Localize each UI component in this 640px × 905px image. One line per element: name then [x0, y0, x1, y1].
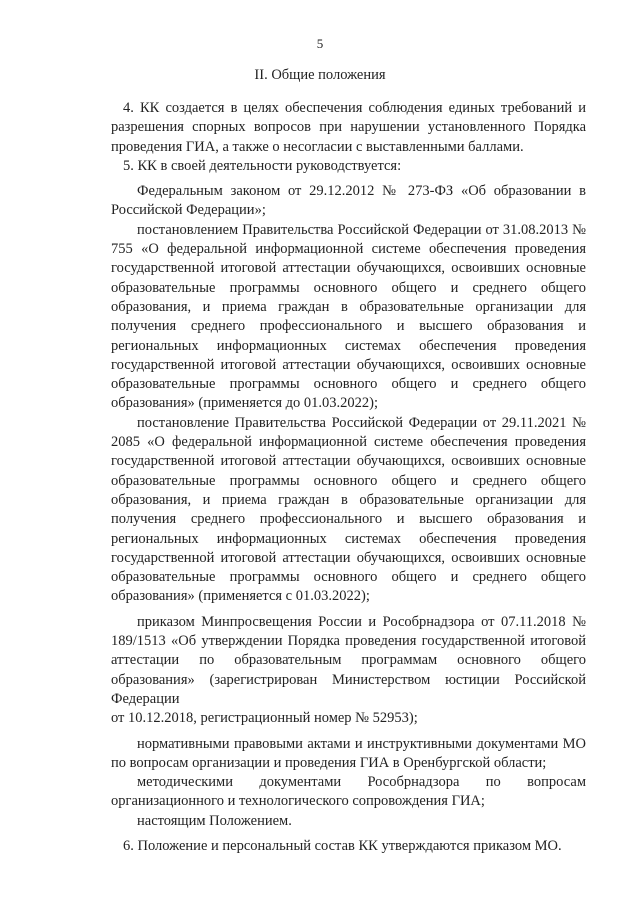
list-item-resolution-2085: постановление Правительства Российской Федерации от 29.11.2021 № 2085 «О федеральной информационной системе обеспечения проведения государственной итоговой аттестации обучающихся, освоивших основные образовательные программы основного общего и среднего общего образования, и приема граждан в образовательные организации для получения среднего профессионального и высшего образования и региональных информационных системах обеспечения проведения государственной итоговой аттестации обучающихся, освоивших основные образовательные программы основного общего и среднего общего образования» (применяется с 01.03.2022); [111, 414, 586, 605]
paragraph-6: 6. Положение и персональный состав КК утверждаются приказом МО. [123, 837, 562, 854]
paragraph-5: 5. КК в своей деятельности руководствуется: [123, 157, 402, 174]
section-heading: II. Общие положения [254, 67, 386, 83]
page-number: 5 [316, 36, 324, 51]
list-item-methodical-docs: методическими документами Рособрнадзора по вопросам организационного и технологического сопровождения ГИА; [111, 774, 586, 810]
list-item-normative-acts: нормативными правовыми актами и инструктивными документами МО по вопросам организации и проведения ГИА в Оренбургской области; [111, 735, 586, 771]
document-body [111, 99, 586, 856]
list-item-order-registration: от 10.12.2018, регистрационный номер № 52953); [111, 710, 418, 727]
paragraph-4: 4. КК создается в целях обеспечения соблюдения единых требований и разрешения спорных вопросов при нарушении установленного Порядка проведения ГИА, а также о несогласии с выставленными баллами. [111, 100, 586, 155]
list-item-federal-law: Федеральным законом от 29.12.2012 № 273-ФЗ «Об образовании в Российской Федерации»; [111, 183, 586, 219]
list-item-resolution-755: постановлением Правительства Российской Федерации от 31.08.2013 № 755 «О федеральной информационной системе обеспечения проведения государственной итоговой аттестации обучающихся, освоивших основные образовательные программы основного общего и среднего общего образования, и приема граждан в образовательные организации для получения среднего профессионального и высшего образования и региональных информационных системах обеспечения проведения государственной итоговой аттестации обучающихся, освоивших основные образовательные программы основного общего и среднего общего образования» (применяется до 01.03.2022); [111, 221, 586, 412]
list-item-this-regulation: настоящим Положением. [137, 812, 292, 829]
list-item-order-189-1513: приказом Минпросвещения России и Рособрнадзора от 07.11.2018 № 189/1513 «Об утверждении Порядка проведения государственной итоговой аттестации по образовательным программам основного общего образования» (зарегистрирован Министерством юстиции Российской Федерации [111, 613, 586, 707]
